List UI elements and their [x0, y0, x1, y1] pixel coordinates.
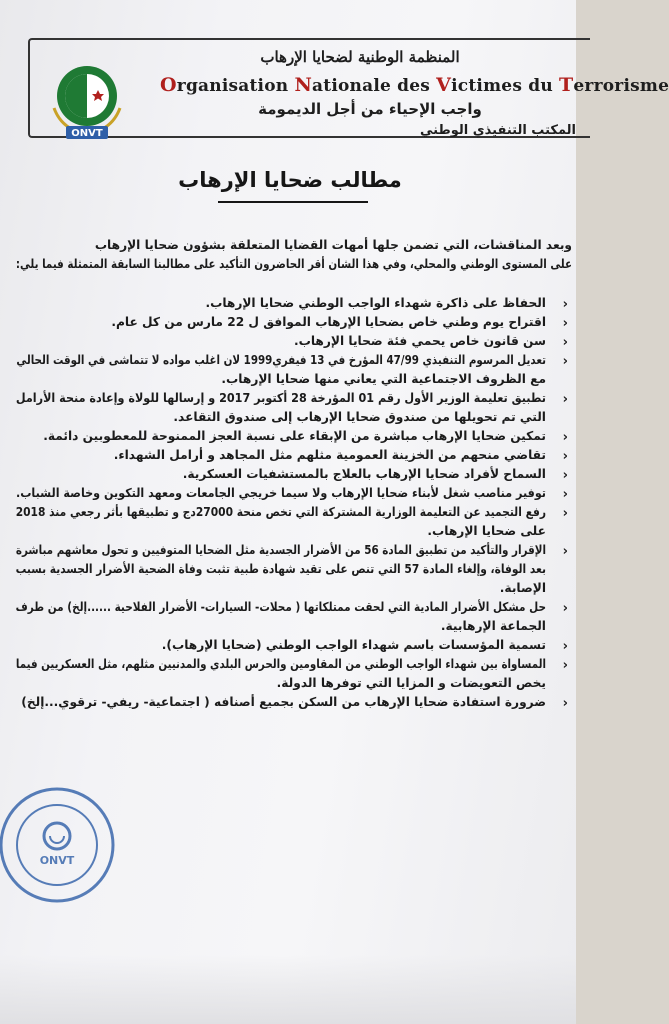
demand-line: حل مشكل الأضرار المادية التي لحقت ممتلكاتها ( محلات- السيارات- الأضرار الفلاحية ......إلخ) من طرف: [15, 600, 546, 614]
document-title: مطالب ضحايا الإرهاب: [178, 168, 402, 192]
demand-item: [12, 484, 572, 503]
demand-line: رفع التجميد عن التعليمة الوزارية المشتركة التي تخص منحة 27000دج و تطبيقها بأثر رجعي منذ 2018: [15, 505, 546, 519]
onvt-logo-icon: [42, 60, 132, 144]
intro-line: وبعد المناقشات، التي تضمن جلها أمهات القضايا المتعلقة بشؤون ضحايا الإرهاب: [94, 238, 572, 252]
demand-line: تقاضي منحهم من الخزينة العمومية مثلهم مثل المجاهد و أرامل الشهداء.: [113, 448, 546, 462]
demand-line: تمكين ضحايا الإرهاب مباشرة من الإبقاء على نسبة العجز الممنوحة للمعطوبين دائمة.: [43, 429, 546, 443]
demand-item: [12, 541, 572, 598]
demands-list: [12, 294, 572, 712]
demand-line: سن قانون خاص يحمي فئة ضحايا الإرهاب.: [293, 334, 546, 348]
demand-line: الجماعة الإرهابية.: [440, 619, 546, 633]
title-underline: [218, 201, 368, 203]
bullet-chevron-icon: ‹: [562, 544, 568, 559]
demand-item: [12, 389, 572, 427]
bullet-chevron-icon: ‹: [562, 506, 568, 521]
bullet-chevron-icon: ‹: [562, 696, 568, 711]
demand-line: تطبيق تعليمة الوزير الأول رقم 01 المؤرخة 28 أكتوبر 2017 و إرسالها للولاة وإعادة منحة الأرامل: [15, 391, 546, 405]
demand-line: السماح لأفراد ضحايا الإرهاب بالعلاج بالمستشفيات العسكرية.: [182, 467, 546, 481]
bullet-chevron-icon: ‹: [562, 335, 568, 350]
demand-item: [12, 655, 572, 693]
demand-line: بعد الوفاة، وإلغاء المادة 57 التي تنص على تقيد شهادة طبية تثبت وفاة الضحية الأضرار الجسدية بسبب: [15, 562, 546, 576]
demand-line: على ضحايا الإرهاب.: [427, 524, 546, 538]
demand-line: الإصابة.: [499, 581, 546, 595]
org-name-arabic: المنظمة الوطنية لضحايا الإرهاب: [260, 48, 460, 66]
demand-line: الحفاظ على ذاكرة شهداء الواجب الوطني ضحايا الإرهاب.: [205, 296, 546, 310]
demand-line: يخص التعويضات و المزايا التي توفرها الدولة.: [276, 676, 546, 690]
demand-line: ضرورة استفادة ضحايا الإرهاب من السكن بجميع أصنافه ( اجتماعية- ريفي- ترقوي...إلخ): [21, 695, 546, 709]
demand-item: [12, 427, 572, 446]
bullet-chevron-icon: ‹: [562, 487, 568, 502]
bullet-chevron-icon: ‹: [562, 639, 568, 654]
bullet-chevron-icon: ‹: [562, 658, 568, 673]
logo-text: ONVT: [71, 128, 103, 139]
bullet-chevron-icon: ‹: [562, 601, 568, 616]
org-name-french: [160, 74, 669, 96]
bullet-chevron-icon: ‹: [562, 449, 568, 464]
demand-line: اقتراح يوم وطني خاص بضحايا الإرهاب الموافق ل 22 مارس من كل عام.: [111, 315, 546, 329]
bullet-chevron-icon: ‹: [562, 297, 568, 312]
demand-item: [12, 693, 572, 712]
executive-bureau-label: المكتب التنفيذي الوطني: [420, 123, 576, 138]
demand-line: تعديل المرسوم التنفيذي 47/99 المؤرخ في 13 فيفري1999 لان اغلب مواده لا تتماشى في الوقت الحالي: [16, 353, 546, 367]
bullet-chevron-icon: ‹: [562, 354, 568, 369]
demand-line: المساواة بين شهداء الواجب الوطني من المقاومين والحرس البلدي والمدنيين مثلهم، مثل العسكريين فيما: [15, 657, 547, 671]
intro-line: على المستوى الوطني والمحلي، وفي هذا الشان أقر الحاضرون التأكيد على مطالبنا السابقة المتمثلة فيما يلي:: [15, 257, 572, 271]
bullet-chevron-icon: ‹: [562, 392, 568, 407]
demand-item: [12, 332, 572, 351]
demand-line: تسمية المؤسسات باسم شهداء الواجب الوطني (ضحايا الإرهاب).: [161, 638, 546, 652]
page-bottom-shadow: [0, 955, 576, 1024]
demand-item: [12, 446, 572, 465]
motto-arabic: واجب الإحياء من أجل الديمومة: [258, 100, 482, 118]
demand-item: [12, 313, 572, 332]
demand-item: [12, 351, 572, 389]
demand-item: [12, 503, 572, 541]
demand-item: [12, 636, 572, 655]
demand-line: التي تم تحويلها من صندوق ضحايا الإرهاب إلى صندوق التقاعد.: [173, 410, 546, 424]
bullet-chevron-icon: ‹: [562, 316, 568, 331]
intro-paragraph: [12, 236, 572, 274]
demand-line: مع الظروف الاجتماعية التي يعاني منها ضحايا الإرهاب.: [221, 372, 546, 386]
bullet-chevron-icon: ‹: [562, 430, 568, 445]
demand-item: [12, 465, 572, 484]
demand-item: [12, 598, 572, 636]
org-name-french-text: Organisation Nationale des Victimes du Terrorisme: [160, 74, 669, 96]
bullet-chevron-icon: ‹: [562, 468, 568, 483]
organization-stamp-icon: [0, 784, 118, 906]
stamp-text: ONVT: [39, 854, 75, 867]
demand-line: الإقرار والتأكيد من تطبيق المادة 56 من الأضرار الجسدية مثل الضحايا المتوفيين و تحول معاشهم مباشرة: [15, 543, 546, 557]
demand-item: [12, 294, 572, 313]
demand-line: توفير مناصب شغل لأبناء ضحايا الإرهاب ولا سيما خريجي الجامعات ومعهد التكوين وخاصة الشباب.: [15, 486, 547, 500]
